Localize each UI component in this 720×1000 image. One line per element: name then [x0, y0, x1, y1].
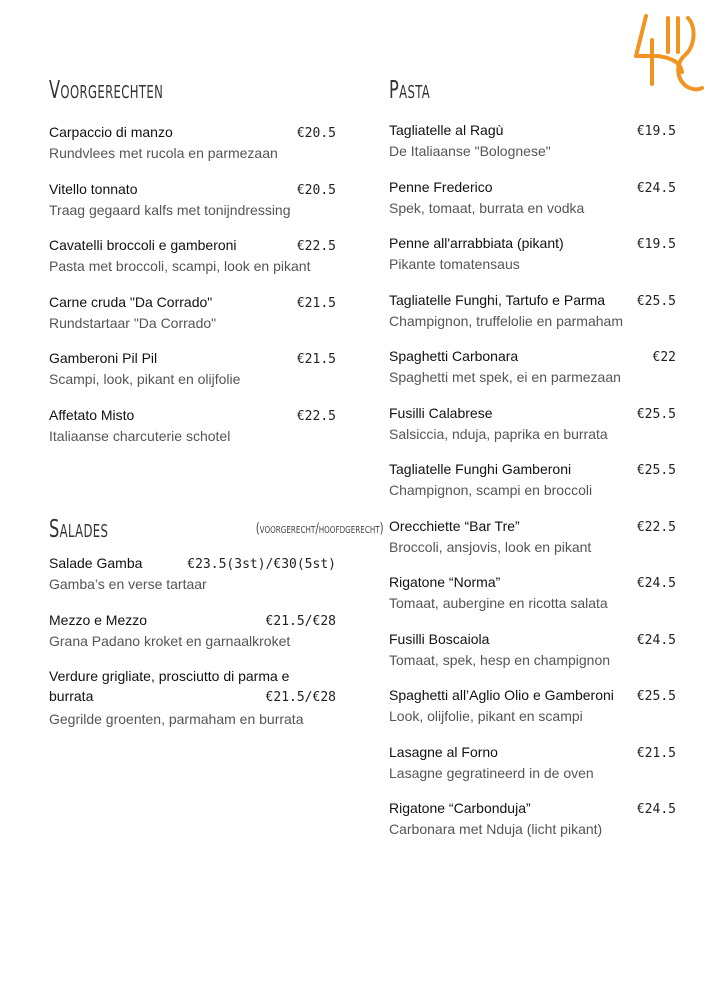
menu-item: [49, 405, 336, 462]
section-title-salades: Salades: [49, 514, 109, 543]
item-price: €20.5: [296, 182, 336, 198]
item-name: Tagliatelle Funghi, Tartufo e Parma: [389, 291, 606, 308]
item-description: Broccoli, ansjovis, look en pikant: [389, 538, 592, 555]
menu-item: [389, 516, 676, 573]
item-price: €19.5: [636, 124, 676, 139]
menu-item: [49, 610, 336, 667]
item-price: €20.5: [296, 126, 336, 141]
menu-item: [389, 346, 676, 403]
item-price: €19.5: [636, 237, 676, 252]
menu-item: [389, 120, 676, 177]
item-name: Carne cruda "Da Corrado": [49, 293, 213, 310]
left-column: [49, 70, 384, 738]
section-title-voorgerechten: Voorgerechten: [49, 75, 164, 104]
section-title-pasta: Pasta: [389, 75, 431, 104]
menu-item: [389, 459, 676, 516]
item-name: Rigatone “Carbonduja”: [389, 800, 531, 816]
item-price: €24.5: [636, 632, 676, 648]
voorgerechten-list: [49, 122, 336, 461]
item-description: Rundstartaar "Da Corrado": [49, 314, 217, 331]
item-name: Vitello tonnato: [49, 180, 138, 197]
item-description: Grana Padano kroket en garnaalkroket: [49, 632, 291, 649]
item-price: €21.5/€28: [265, 690, 336, 705]
menu-item: [389, 572, 676, 629]
item-name: Mezzo e Mezzo: [49, 611, 148, 628]
item-name: Salade Gamba: [49, 555, 143, 571]
item-name: Carpaccio di manzo: [49, 124, 173, 140]
item-price: €21.5: [296, 295, 336, 311]
item-description: Spaghetti met spek, ei en parmezaan: [389, 369, 621, 385]
menu-item: [49, 122, 336, 179]
menu-item: [389, 629, 676, 686]
menu-item: [389, 233, 676, 290]
item-name-line2: burrata: [49, 688, 94, 704]
item-description: Rundvlees met rucola en parmezaan: [49, 145, 278, 161]
item-name: Gamberoni Pil Pil: [49, 350, 158, 366]
item-description: Spek, tomaat, burrata en vodka: [389, 199, 585, 216]
item-description: Champignon, truffelolie en parmaham: [389, 312, 623, 329]
item-name: Affetato Misto: [49, 406, 135, 423]
item-name: Cavatelli broccoli e gamberoni: [49, 237, 237, 253]
item-price: €22.5: [296, 239, 336, 254]
item-name: Penne Frederico: [389, 178, 493, 195]
item-description: Carbonara met Nduja (licht pikant): [389, 821, 603, 837]
salades-list: [49, 553, 336, 738]
menu-item: [389, 403, 676, 460]
item-name: Orecchiette “Bar Tre”: [389, 517, 520, 534]
item-name-line1: Verdure grigliate, prosciutto di parma e: [49, 668, 290, 684]
item-price: €21.5: [296, 352, 336, 367]
right-column: [389, 70, 676, 855]
item-price: €23.5(3st)/€30(5st): [187, 557, 336, 572]
item-name: Tagliatelle Funghi Gamberoni: [389, 461, 572, 477]
item-description: Champignon, scampi en broccoli: [389, 482, 593, 498]
item-description: Pasta met broccoli, scampi, look en pikant: [49, 258, 311, 274]
item-price: €22.5: [296, 408, 336, 424]
item-price: €21.5/€28: [265, 613, 336, 629]
item-price: €24.5: [636, 576, 676, 591]
item-description: Gamba’s en verse tartaar: [49, 576, 207, 592]
item-description: Scampi, look, pikant en olijfolie: [49, 371, 241, 387]
item-price: €21.5: [636, 745, 676, 761]
item-description: Tomaat, spek, hesp en champignon: [389, 651, 611, 668]
salades-subtitle: (voorgerecht/hoofdgerecht): [256, 521, 384, 537]
item-name: Spaghetti all’Aglio Olio e Gamberoni: [389, 687, 614, 703]
menu-item: [389, 290, 676, 347]
menu-item: [389, 685, 676, 742]
item-description: De Italiaanse "Bolognese": [389, 143, 551, 159]
item-description: Pikante tomatensaus: [389, 256, 520, 272]
item-name: Penne all'arrabbiata (pikant): [389, 235, 564, 251]
item-name: Fusilli Calabrese: [389, 404, 493, 421]
item-name: Rigatone “Norma”: [389, 574, 501, 590]
item-description: Italiaanse charcuterie schotel: [49, 427, 231, 444]
menu-item: [389, 177, 676, 234]
item-description: Salsiccia, nduja, paprika en burrata: [389, 425, 608, 442]
item-price: €24.5: [636, 802, 676, 817]
menu-item: [49, 235, 336, 292]
item-price: €25.5: [636, 293, 676, 309]
item-price: €25.5: [636, 406, 676, 422]
item-description: Traag gegaard kalfs met tonijndressing: [49, 201, 291, 218]
salades-header: [49, 509, 384, 549]
item-price: €25.5: [636, 463, 676, 478]
item-description: Lasagne gegratineerd in de oven: [389, 764, 594, 781]
menu-item: [389, 798, 676, 855]
item-name: Lasagne al Forno: [389, 743, 498, 760]
menu-item: [49, 553, 336, 610]
menu-item: [49, 179, 336, 236]
item-description: Tomaat, aubergine en ricotta salata: [389, 595, 608, 611]
item-name: Spaghetti Carbonara: [389, 348, 519, 364]
item-name: Fusilli Boscaiola: [389, 630, 490, 647]
item-price: €25.5: [636, 689, 676, 704]
item-description: Gegrilde groenten, parmaham en burrata: [49, 711, 304, 727]
item-price: €22.5: [636, 519, 676, 535]
item-price: €22: [652, 350, 676, 365]
pasta-list: [389, 120, 676, 855]
menu-item: [49, 292, 336, 349]
item-description: Look, olijfolie, pikant en scampi: [389, 708, 583, 724]
item-name: Tagliatelle al Ragù: [389, 122, 504, 138]
item-price: €24.5: [636, 180, 676, 196]
menu-item: [49, 666, 336, 738]
menu-item: [49, 348, 336, 405]
menu-item: [389, 742, 676, 799]
